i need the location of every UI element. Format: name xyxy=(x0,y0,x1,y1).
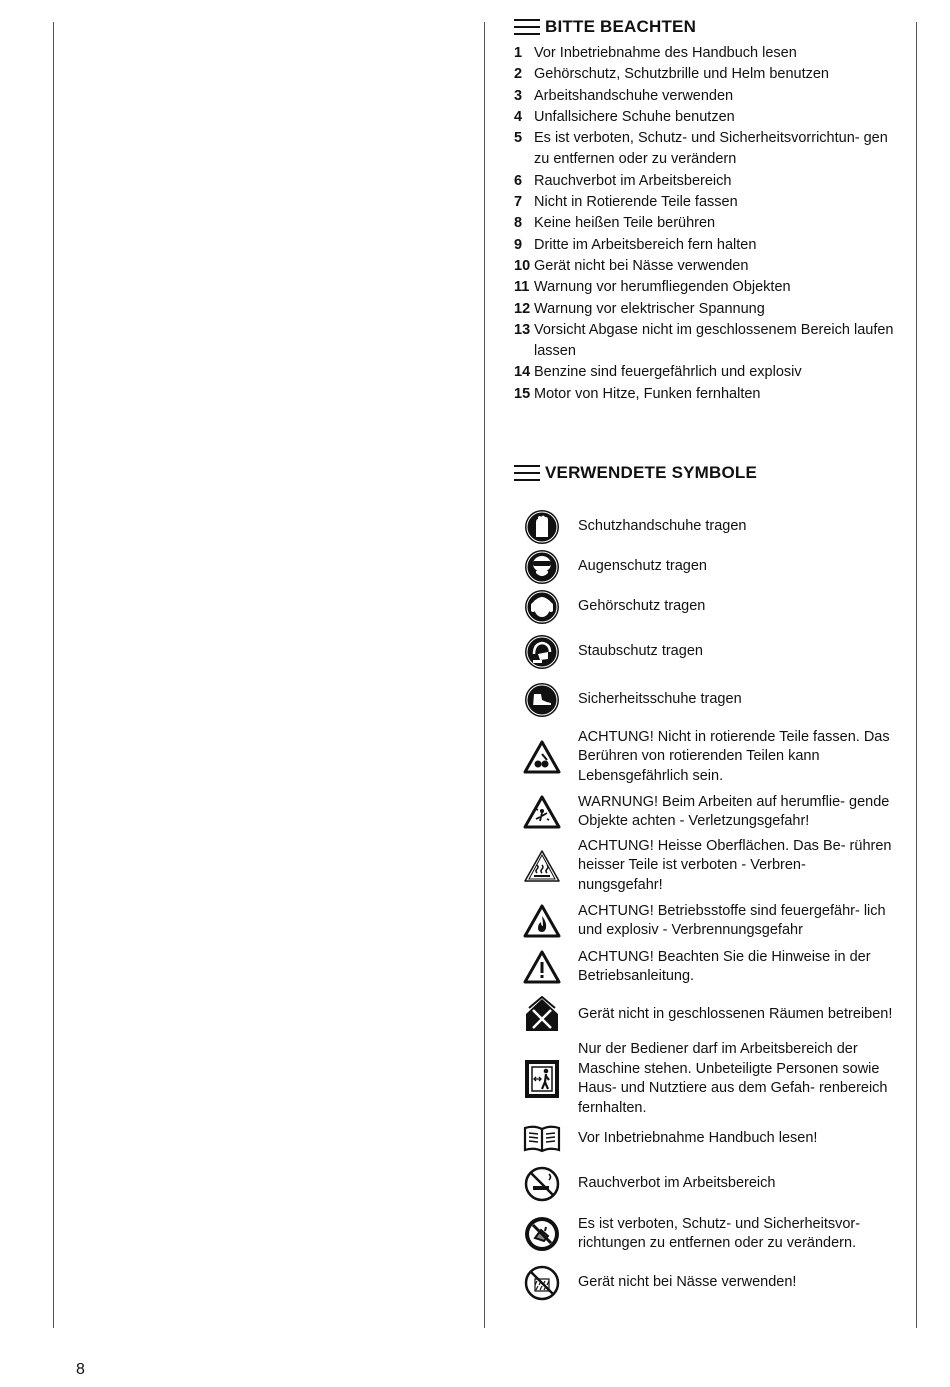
symbol-label: Gehörschutz tragen xyxy=(578,598,706,615)
symbol-label: ACHTUNG! Betriebsstoffe sind feuergefähr- lich und explosiv - Verbrennungsgefahr xyxy=(578,902,886,938)
symbol-label: Sicherheitsschuhe tragen xyxy=(578,691,742,708)
section-title: BITTE BEACHTEN xyxy=(545,17,697,36)
symbol-row xyxy=(514,728,894,784)
rule-number: 14 xyxy=(514,364,531,381)
rule-item xyxy=(514,235,894,256)
rule-text: Gerät nicht bei Nässe verwenden xyxy=(534,257,749,274)
rule-item xyxy=(514,256,894,277)
rule-number: 4 xyxy=(514,108,523,125)
no-enclosed-rooms-icon xyxy=(514,996,570,1034)
rule-item xyxy=(514,299,894,320)
section-bitte-beachten xyxy=(514,16,894,405)
rule-item xyxy=(514,107,894,128)
rule-number: 1 xyxy=(514,45,523,61)
rule-number: 8 xyxy=(514,215,523,232)
dust-mask-icon xyxy=(514,634,570,670)
rule-item xyxy=(514,192,894,213)
eye-protection-icon xyxy=(514,549,570,585)
symbol-label: Es ist verboten, Schutz- und Sicherheitsvor- richtungen zu entfernen oder zu verändern. xyxy=(578,1215,861,1251)
rule-number: 2 xyxy=(514,66,523,83)
rule-item xyxy=(514,43,894,64)
rule-number: 7 xyxy=(514,194,523,211)
rules-list xyxy=(514,43,894,405)
symbol-row xyxy=(514,631,894,673)
rule-text: Vorsicht Abgase nicht im geschlossenem Bereich laufen lassen xyxy=(534,321,894,360)
symbol-label: Vor Inbetriebnahme Handbuch lesen! xyxy=(578,1130,818,1147)
section-heading xyxy=(514,16,894,38)
rule-number: 13 xyxy=(514,321,531,338)
rule-item xyxy=(514,384,894,405)
symbol-row xyxy=(514,586,894,628)
rule-item xyxy=(514,86,894,107)
flying-objects-warning-icon xyxy=(514,795,570,829)
flammable-warning-icon xyxy=(514,904,570,938)
hot-surface-warning-icon xyxy=(514,849,570,883)
no-removing-guards-icon xyxy=(514,1216,570,1252)
ear-protection-icon xyxy=(514,589,570,625)
symbol-row xyxy=(514,1163,894,1205)
symbol-row xyxy=(514,546,894,588)
menu-lines-icon xyxy=(514,465,540,482)
rule-number: 15 xyxy=(514,385,531,402)
symbol-label: Gerät nicht bei Nässe verwenden! xyxy=(578,1274,797,1291)
rule-item xyxy=(514,362,894,383)
no-smoking-icon xyxy=(514,1166,570,1202)
rule-item xyxy=(514,213,894,234)
symbol-row xyxy=(514,946,894,988)
rule-text: Keine heißen Teile berühren xyxy=(534,215,716,232)
rule-text: Warnung vor herumfliegenden Objekten xyxy=(534,279,791,296)
rule-item xyxy=(514,171,894,192)
rule-text: Arbeitshandschuhe verwenden xyxy=(534,87,734,104)
symbol-label: Schutzhandschuhe tragen xyxy=(578,518,747,535)
symbol-row xyxy=(514,994,894,1036)
symbol-row xyxy=(514,1262,894,1304)
rule-number: 12 xyxy=(514,300,531,317)
right-border-line xyxy=(916,22,917,1328)
rule-item xyxy=(514,320,894,363)
rule-item xyxy=(514,277,894,298)
rule-text: Es ist verboten, Schutz- und Sicherheitsvorrichtun- gen zu entfernen oder zu verändern xyxy=(534,130,888,168)
left-border-line xyxy=(53,22,54,1328)
symbol-row xyxy=(514,679,894,721)
gloves-icon xyxy=(514,509,570,545)
symbol-label: Augenschutz tragen xyxy=(578,558,707,575)
rule-text: Vor Inbetriebnahme des Handbuch lesen xyxy=(534,45,797,61)
general-warning-icon xyxy=(514,950,570,984)
symbol-row xyxy=(514,1213,894,1255)
rule-item xyxy=(514,128,894,171)
symbol-row xyxy=(514,1041,894,1116)
center-divider-line xyxy=(484,22,485,1328)
no-wet-use-icon xyxy=(514,1265,570,1301)
symbol-label: WARNUNG! Beim Arbeiten auf herumflie- gende Objekte achten - Verletzungsgefahr! xyxy=(578,793,890,829)
symbol-row xyxy=(514,900,894,942)
rule-number: 6 xyxy=(514,172,523,189)
rule-text: Dritte im Arbeitsbereich fern halten xyxy=(534,236,757,253)
section-title: VERWENDETE SYMBOLE xyxy=(545,463,758,482)
page-number: 8 xyxy=(76,1361,85,1378)
symbol-label: ACHTUNG! Beachten Sie die Hinweise in der Betriebsanleitung. xyxy=(578,948,871,984)
menu-lines-icon xyxy=(514,19,540,36)
symbol-row xyxy=(514,837,894,893)
rule-text: Benzine sind feuergefährlich und explosiv xyxy=(534,364,802,381)
section-verwendete-symbole xyxy=(514,462,894,484)
rotating-parts-warning-icon xyxy=(514,740,570,774)
rule-number: 11 xyxy=(514,279,530,296)
keep-distance-icon xyxy=(514,1059,570,1099)
read-manual-icon xyxy=(514,1124,570,1154)
symbol-label: Rauchverbot im Arbeitsbereich xyxy=(578,1175,776,1192)
rule-number: 9 xyxy=(514,236,523,253)
safety-shoes-icon xyxy=(514,682,570,718)
rule-text: Rauchverbot im Arbeitsbereich xyxy=(534,172,732,189)
symbol-label: Nur der Bediener darf im Arbeitsbereich der Maschine stehen. Unbeteiligte Personen sowie Haus- und Nutztiere aus dem Gefah- renbereich fernhalten. xyxy=(578,1041,888,1116)
rule-item xyxy=(514,64,894,85)
section-heading xyxy=(514,462,894,484)
rule-number: 10 xyxy=(514,257,531,274)
rule-text: Warnung vor elektrischer Spannung xyxy=(534,300,765,317)
rule-number: 5 xyxy=(514,130,523,147)
symbol-row xyxy=(514,791,894,833)
rule-text: Unfallsichere Schuhe benutzen xyxy=(534,108,735,125)
rule-text: Nicht in Rotierende Teile fassen xyxy=(534,194,738,211)
symbol-row xyxy=(514,506,894,548)
symbol-label: Staubschutz tragen xyxy=(578,643,703,660)
rule-text: Gehörschutz, Schutzbrille und Helm benutzen xyxy=(534,66,829,83)
symbol-label: ACHTUNG! Nicht in rotierende Teile fassen. Das Berühren von rotierenden Teilen kann Lebensgefährlich sein. xyxy=(578,728,890,784)
symbol-label: ACHTUNG! Heisse Oberflächen. Das Be- rühren heisser Teile ist verboten - Verbren- nungsgefahr! xyxy=(578,837,892,893)
rule-number: 3 xyxy=(514,87,523,104)
symbol-row xyxy=(514,1118,894,1160)
symbol-label: Gerät nicht in geschlossenen Räumen betreiben! xyxy=(578,1006,893,1023)
rule-text: Motor von Hitze, Funken fernhalten xyxy=(534,385,761,402)
